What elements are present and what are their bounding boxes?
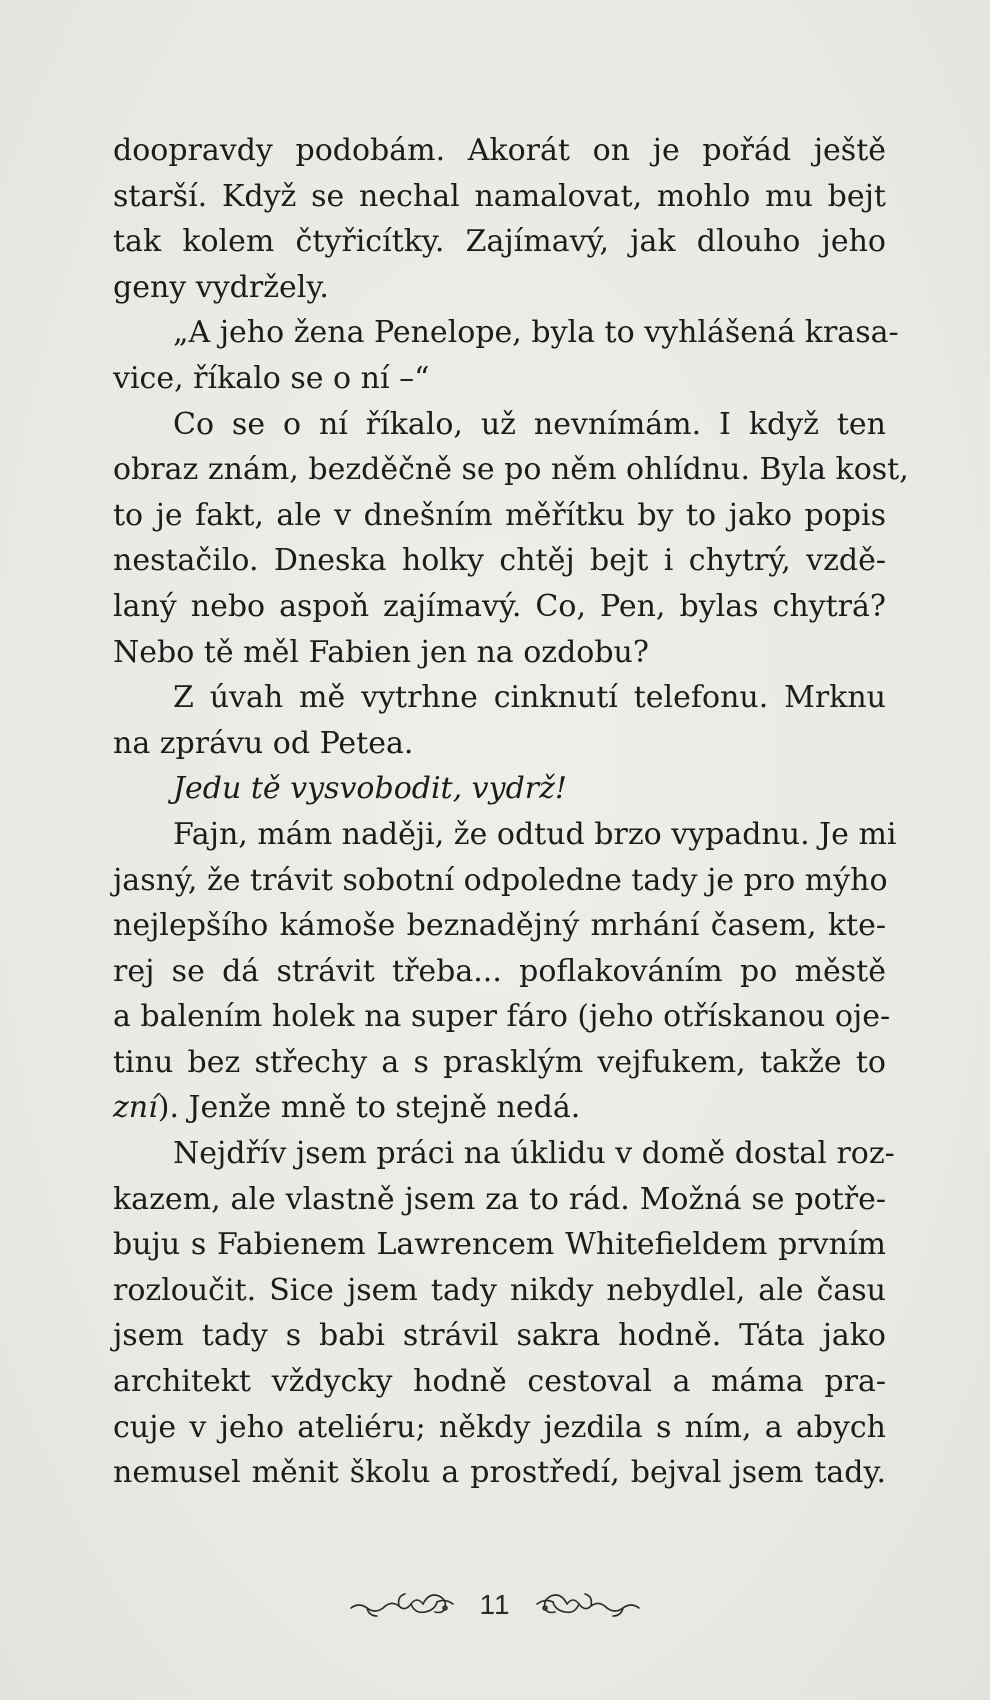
text-line: Nebo tě měl Fabien jen na ozdobu?	[113, 634, 649, 670]
text-line: „A jeho žena Penelope, byla to vyhlášená krasa-	[173, 315, 899, 351]
text-line: architekt vždycky hodně cestoval a máma pra-	[113, 1364, 886, 1400]
text-line: geny vydržely.	[113, 269, 329, 305]
italic-word: zní	[113, 1090, 158, 1126]
text-line: vice, říkalo se o ní –“	[113, 360, 430, 396]
text-line: nestačilo. Dneska holky chtěj bejt i chytrý, vzdě-	[113, 543, 886, 579]
text-line: doopravdy podobám. Akorát on je pořád ještě	[113, 133, 886, 168]
page-number: 11	[479, 1589, 511, 1620]
text-line: jsem tady s babi strávil sakra hodně. Táta jako	[113, 1318, 886, 1354]
text-line: Fajn, mám naději, že odtud brzo vypadnu. Je mi	[173, 816, 897, 852]
text-line: buju s Fabienem Lawrencem Whitefieldem prvním	[113, 1227, 886, 1263]
text-line: jasný, že trávit sobotní odpoledne tady je pro mýho	[113, 862, 888, 898]
text-line: a balením holek na super fáro (jeho otřískanou oje-	[113, 999, 891, 1035]
body-text	[113, 128, 909, 1496]
flourish-ornament-icon	[349, 1588, 459, 1622]
text-line: to je fakt, ale v dnešním měřítku by to jako popis	[113, 497, 886, 533]
text-line	[113, 1085, 886, 1131]
text-line: nemusel měnit školu a prostředí, bejval jsem tady.	[113, 1455, 886, 1491]
text-line: obraz znám, bezděčně se po něm ohlídnu. Byla kost,	[113, 452, 909, 488]
text-line: starší. Když se nechal namalovat, mohlo mu bejt	[113, 178, 886, 214]
text-segment: ). Jenže mně to stejně nedá.	[157, 1090, 581, 1126]
text-line: Co se o ní říkalo, už nevnímám. I když ten	[173, 406, 886, 442]
text-message-line: Jedu tě vysvobodit, vydrž!	[173, 771, 567, 807]
text-line: nejlepšího kámoše beznadějný mrhání časem, kte-	[113, 908, 886, 944]
text-line: Nejdřív jsem práci na úklidu v domě dostal roz-	[173, 1136, 895, 1172]
text-line: Z úvah mě vytrhne cinknutí telefonu. Mrknu	[173, 680, 886, 716]
page-footer	[0, 1585, 990, 1625]
text-line: cuje v jeho ateliéru; někdy jezdila s ním, a abych	[113, 1409, 886, 1445]
text-line: tak kolem čtyřicítky. Zajímavý, jak dlouho jeho	[113, 224, 886, 260]
flourish-ornament-icon	[531, 1588, 641, 1622]
text-line: rej se dá strávit třeba... poflakováním po městě	[113, 953, 886, 989]
text-line: tinu bez střechy a s prasklým vejfukem, takže to	[113, 1044, 886, 1080]
text-line: laný nebo aspoň zajímavý. Co, Pen, bylas chytrá?	[113, 588, 886, 624]
text-line: kazem, ale vlastně jsem za to rád. Možná se potře-	[113, 1181, 886, 1217]
text-line: na zprávu od Petea.	[113, 725, 414, 761]
text-line: rozloučit. Sice jsem tady nikdy nebydlel, ale času	[113, 1272, 886, 1308]
